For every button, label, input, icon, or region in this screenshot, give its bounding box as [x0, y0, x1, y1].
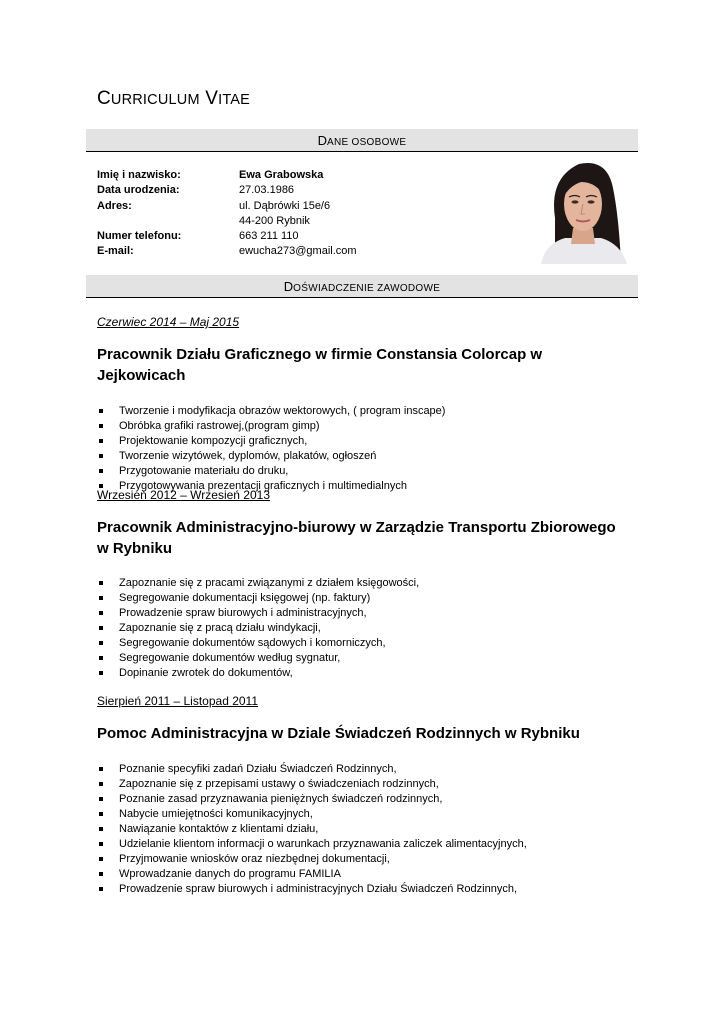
list-item: Segregowanie dokumentacji księgowej (np. faktury): [97, 591, 617, 606]
portrait-image: [535, 158, 631, 264]
personal-data: [97, 168, 517, 260]
section-initial: D: [317, 133, 327, 148]
list-item: Prowadzenie spraw biurowych i administracyjnych,: [97, 606, 617, 621]
phone-label: Numer telefonu:: [97, 230, 182, 243]
personal-row-address2: [97, 214, 517, 229]
name-label: Imię i nazwisko:: [97, 169, 181, 181]
personal-row-birth: [97, 183, 517, 198]
job-title: Pomoc Administracyjna w Dziale Świadczeń Rodzinnych w Rybniku: [97, 725, 580, 742]
list-item: Zapoznanie się z pracami związanymi z działem księgowości,: [97, 576, 617, 591]
title-word-rest: URRICULUM: [110, 92, 200, 108]
job-task-list: [97, 576, 617, 681]
job-entry: [97, 694, 617, 897]
address-spacer: [97, 214, 239, 229]
personal-row-phone: [97, 229, 517, 244]
section-initial: D: [283, 279, 294, 294]
title-initial: C: [97, 88, 111, 109]
list-item: Segregowanie dokumentów według sygnatur,: [97, 651, 617, 666]
page-title: [97, 88, 250, 110]
job-date: Sierpień 2011 – Listopad 2011: [97, 694, 259, 708]
job-task-list: [97, 762, 617, 897]
job-date: Wrzesień 2012 – Wrzesień 2013: [97, 488, 270, 502]
job-title: Pracownik Działu Graficznego w firmie Constansia Colorcap w Jejkowicach: [97, 346, 543, 384]
birth-label: Data urodzenia:: [97, 184, 180, 197]
job-date: Czerwiec 2014 – Maj 2015: [97, 315, 240, 329]
address-line2: 44-200 Rybnik: [239, 214, 310, 227]
list-item: Wprowadzanie danych do programu FAMILIA: [97, 867, 617, 882]
profile-photo: [535, 158, 631, 264]
personal-row-name: [97, 168, 517, 183]
list-item: Przyjmowanie wniosków oraz niezbędnej dokumentacji,: [97, 852, 617, 867]
job-entry: [97, 315, 617, 494]
job-entry: [97, 488, 617, 681]
list-item: Zapoznanie się z przepisami ustawy o świadczeniach rodzinnych,: [97, 777, 617, 792]
list-item: Prowadzenie spraw biurowych i administracyjnych Działu Świadczeń Rodzinnych,: [97, 882, 617, 897]
list-item: Zapoznanie się z pracą działu windykacji,: [97, 621, 617, 636]
section-label: OŚWIADCZENIE ZAWODOWE: [293, 283, 441, 294]
list-item: Poznanie zasad przyznawania pieniężnych świadczeń rodzinnych,: [97, 792, 617, 807]
email-label: E-mail:: [97, 245, 134, 258]
title-word-rest: ITAE: [218, 92, 251, 108]
list-item: Nawiązanie kontaktów z klientami działu,: [97, 822, 617, 837]
personal-row-address: [97, 199, 517, 214]
list-item: Przygotowywania prezentacji graficznych i multimedialnych: [97, 479, 617, 494]
list-item: Nabycie umiejętności komunikacyjnych,: [97, 807, 617, 822]
personal-row-email: [97, 244, 517, 259]
list-item: Tworzenie i modyfikacja obrazów wektorowych, ( program inscape): [97, 404, 617, 419]
list-item: Poznanie specyfiki zadań Działu Świadczeń Rodzinnych,: [97, 762, 617, 777]
list-item: Dopinanie zwrotek do dokumentów,: [97, 666, 617, 681]
birth-value: 27.03.1986: [239, 184, 295, 197]
title-initial: V: [205, 88, 219, 109]
email-value: ewucha273@gmail.com: [239, 245, 357, 258]
list-item: Przygotowanie materiału do druku,: [97, 464, 617, 479]
job-task-list: [97, 404, 617, 494]
name-value: Ewa Grabowska: [239, 169, 324, 181]
list-item: Segregowanie dokumentów sądowych i komorniczych,: [97, 636, 617, 651]
list-item: Obróbka grafiki rastrowej,(program gimp): [97, 419, 617, 434]
list-item: Udzielanie klientom informacji o warunkach przyznawania zaliczek alimentacyjnych,: [97, 837, 617, 852]
list-item: Tworzenie wizytówek, dyplomów, plakatów, ogłoszeń: [97, 449, 617, 464]
job-title: Pracownik Administracyjno-biurowy w Zarządzie Transportu Zbiorowego w Rybniku: [97, 519, 616, 557]
phone-value: 663 211 110: [239, 230, 299, 243]
section-header-personal: [86, 129, 638, 152]
list-item: Projektowanie kompozycji graficznych,: [97, 434, 617, 449]
address-line1: ul. Dąbrówki 15e/6: [239, 199, 331, 212]
section-label: ANE OSOBOWE: [326, 137, 407, 148]
address-label: Adres:: [97, 199, 132, 212]
section-header-experience: [86, 275, 638, 298]
